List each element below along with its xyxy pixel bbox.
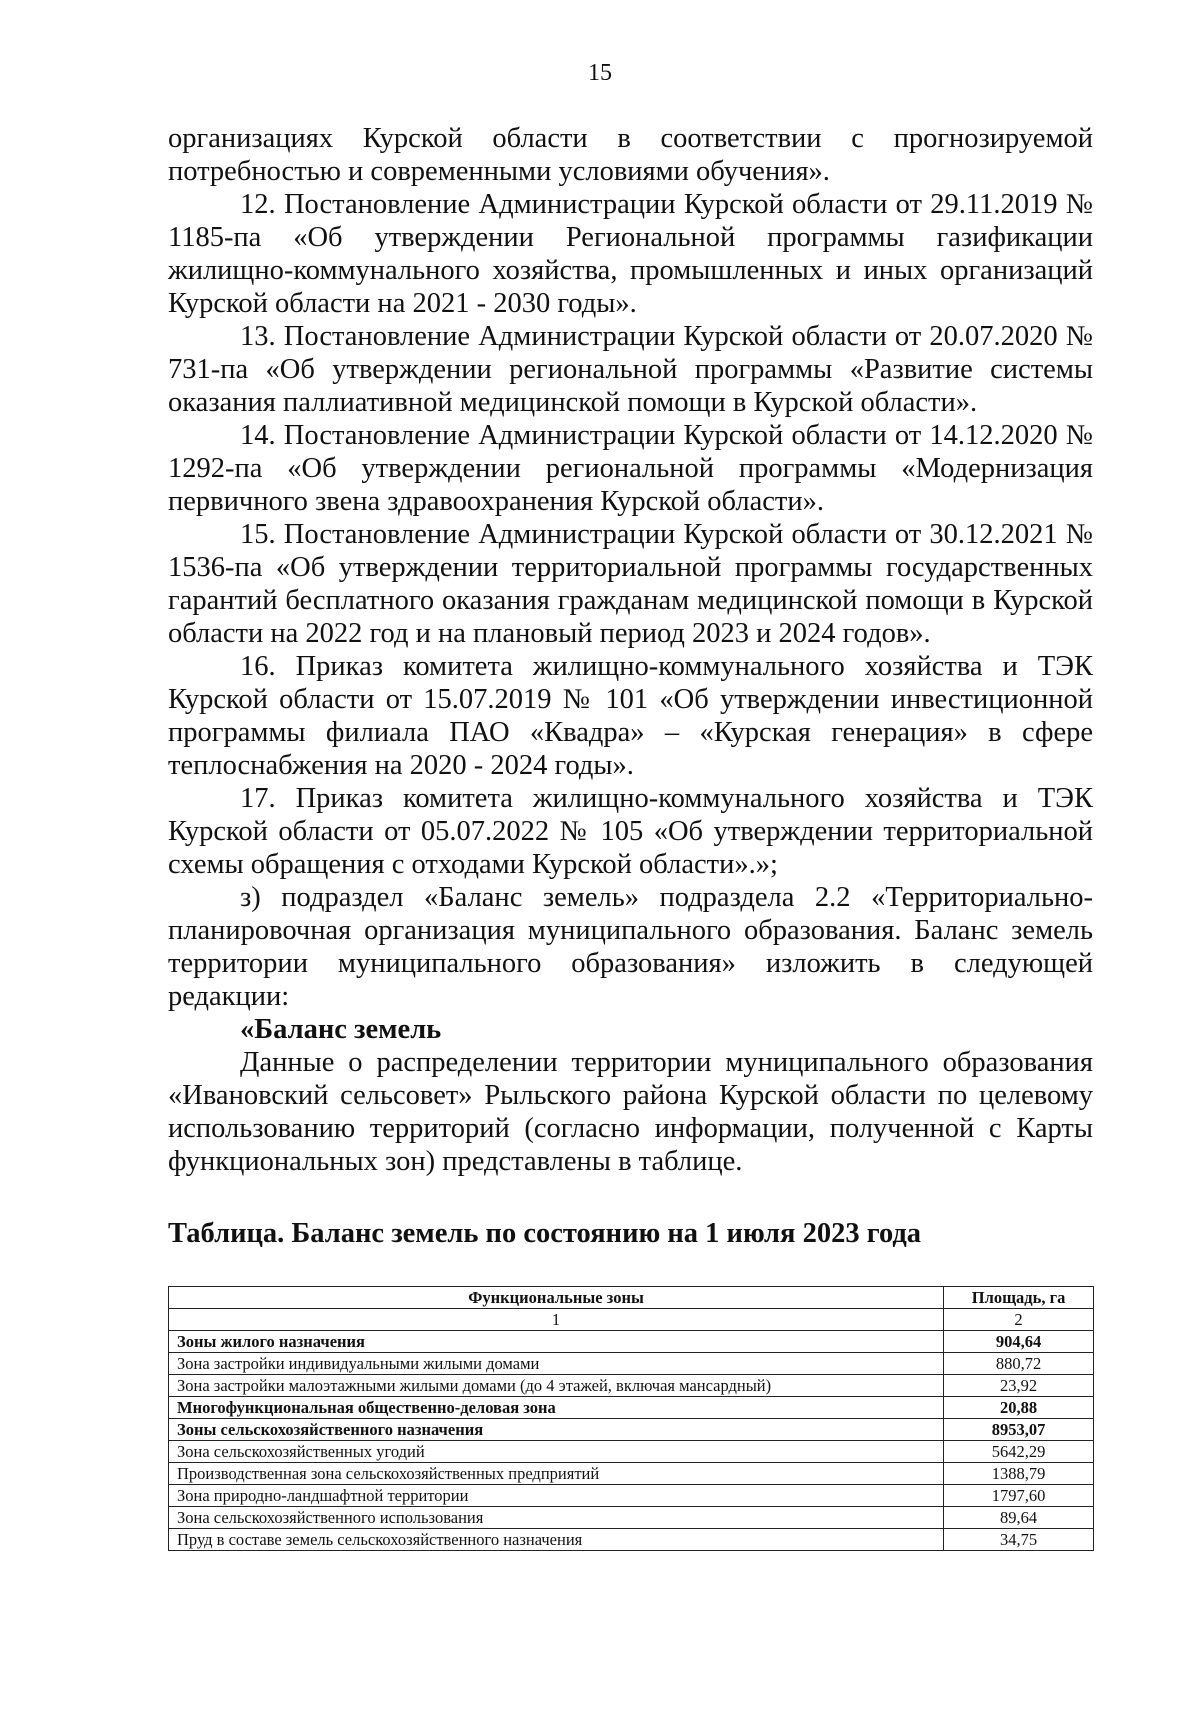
zone-cell: Зоны сельскохозяйственного назначения: [169, 1419, 944, 1441]
table-row: [169, 1441, 1094, 1463]
zone-cell: Зона застройки индивидуальными жилыми домами: [169, 1353, 944, 1375]
paragraph-item-12: 12. Постановление Администрации Курской области от 29.11.2019 № 1185-па «Об утверждении Региональной программы газификации жилищно-коммунального хозяйства, промышленных и иных организаций Курской области на 2021 - 2030 годы».: [168, 189, 1093, 319]
header-area: Площадь, га: [944, 1287, 1094, 1309]
area-cell: 8953,07: [944, 1419, 1094, 1441]
zone-cell: Зоны жилого назначения: [169, 1331, 944, 1353]
area-cell: 904,64: [944, 1331, 1094, 1353]
paragraph-item-14: 14. Постановление Администрации Курской области от 14.12.2020 № 1292-па «Об утверждении региональной программы «Модернизация первичного звена здравоохранения Курской области».: [168, 420, 1093, 517]
paragraph-item-13: 13. Постановление Администрации Курской области от 20.07.2020 № 731-па «Об утверждении региональной программы «Развитие системы оказания паллиативной медицинской помощи в Курской области».: [168, 321, 1093, 418]
paragraph-item-16: 16. Приказ комитета жилищно-коммунального хозяйства и ТЭК Курской области от 15.07.2019 № 101 «Об утверждении инвестиционной программы филиала ПАО «Квадра» – «Курская генерация» в сфере теплоснабжения на 2020 - 2024 годы».: [168, 651, 1093, 781]
index-cell: 1: [169, 1309, 944, 1331]
table-title: Таблица. Баланс земель по состоянию на 1 июля 2023 года: [168, 1218, 922, 1249]
table-row: [169, 1529, 1094, 1551]
table-row: [169, 1463, 1094, 1485]
table-row: [169, 1375, 1094, 1397]
area-cell: 34,75: [944, 1529, 1094, 1551]
zone-cell: Зона застройки малоэтажными жилыми домами (до 4 этажей, включая мансардный): [169, 1375, 944, 1397]
zone-cell: Пруд в составе земель сельскохозяйственного назначения: [169, 1529, 944, 1551]
table-row: [169, 1331, 1094, 1353]
paragraph-land-balance-intro: Данные о распределении территории муниципального образования «Ивановский сельсовет» Рыльского района Курской области по целевому использованию территорий (согласно информации, полученной с Карты функциональных зон) представлены в таблице.: [168, 1047, 1093, 1177]
paragraph-item-17: 17. Приказ комитета жилищно-коммунального хозяйства и ТЭК Курской области от 05.07.2022 № 105 «Об утверждении территориальной схемы обращения с отходами Курской области».»;: [168, 783, 1093, 880]
section-heading: «Баланс земель: [240, 1014, 442, 1045]
zone-cell: Многофункциональная общественно-деловая зона: [169, 1397, 944, 1419]
paragraph-subsection-z: з) подраздел «Баланс земель» подраздела 2.2 «Территориально-планировочная организация муниципального образования. Баланс земель территории муниципального образования» изложить в следующей редакции:: [168, 882, 1093, 1012]
area-cell: 23,92: [944, 1375, 1094, 1397]
document-body: [168, 122, 1093, 1178]
table-row: [169, 1419, 1094, 1441]
page-number: 15: [588, 60, 612, 86]
area-cell: 20,88: [944, 1397, 1094, 1419]
header-zones: Функциональные зоны: [169, 1287, 944, 1309]
land-balance-table: [168, 1286, 1094, 1551]
table-index-row: [169, 1309, 1094, 1331]
paragraph-item-15: 15. Постановление Администрации Курской области от 30.12.2021 № 1536-па «Об утверждении территориальной программы государственных гарантий бесплатного оказания гражданам медицинской помощи в Курской области на 2022 год и на плановый период 2023 и 2024 годов».: [168, 519, 1093, 649]
area-cell: 1797,60: [944, 1485, 1094, 1507]
table-row: [169, 1507, 1094, 1529]
area-cell: 89,64: [944, 1507, 1094, 1529]
zone-cell: Зона природно-ландшафтной территории: [169, 1485, 944, 1507]
zone-cell: Зона сельскохозяйственного использования: [169, 1507, 944, 1529]
zone-cell: Зона сельскохозяйственных угодий: [169, 1441, 944, 1463]
index-cell: 2: [944, 1309, 1094, 1331]
area-cell: 5642,29: [944, 1441, 1094, 1463]
zone-cell: Производственная зона сельскохозяйственных предприятий: [169, 1463, 944, 1485]
area-cell: 880,72: [944, 1353, 1094, 1375]
area-cell: 1388,79: [944, 1463, 1094, 1485]
table-row: [169, 1397, 1094, 1419]
table-header-row: [169, 1287, 1094, 1309]
table-row: [169, 1485, 1094, 1507]
paragraph-continuation: организациях Курской области в соответствии с прогнозируемой потребностью и современными условиями обучения».: [168, 123, 1093, 187]
table-row: [169, 1353, 1094, 1375]
